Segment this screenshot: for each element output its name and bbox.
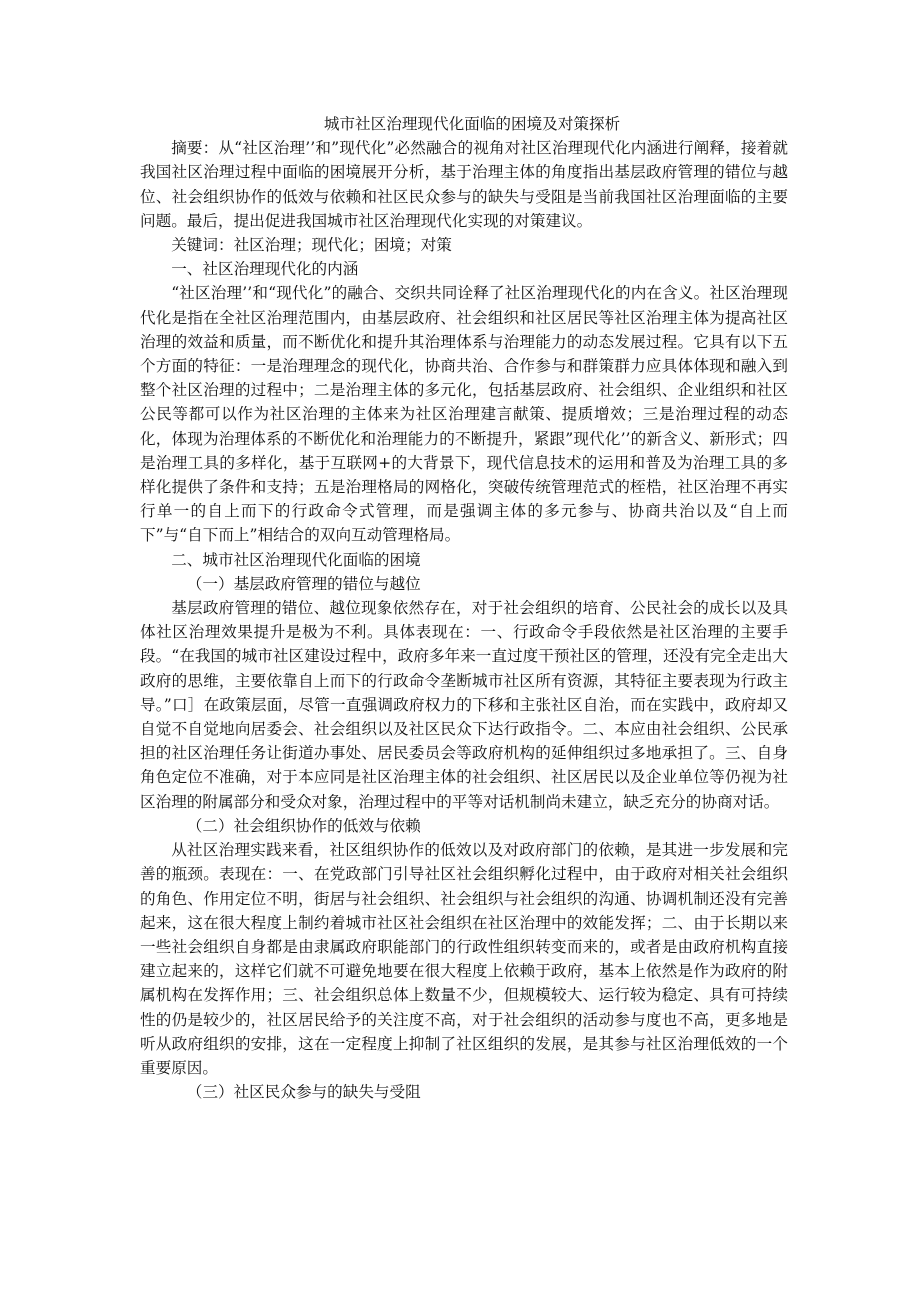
section-1-paragraph: “社区治理’’和“现代化”的融合、交织共同诠释了社区治理现代化的内在含义。社区治理现代化是指在全社区治理范围内，由基层政府、社会组织和社区居民等社区治理主体为提高社区治理的效益和质量，而不断优化和提升其治理体系与治理能力的动态发展过程。它具有以下五个方面的特征：一是治理理念的现代化，协商共治、合作参与和群策群力应具体体现和融入到整个社区治理的过程中；二是治理主体的多元化，包括基层政府、社会组织、企业组织和社区公民等都可以作为社区治理的主体来为社区治理建言献策、提质增效；三是治理过程的动态化，体现为治理体系的不断优化和治理能力的不断提升，紧跟”现代化’’的新含义、新形式；四是治理工具的多样化，基于互联网+的大背景下，现代信息技术的运用和普及为治理工具的多样化提供了条件和支持；五是治理格局的网格化，突破传统管理范式的桎梏，社区治理不再实行单一的自上而下的行政命令式管理，而是强调主体的多元参与、协商共治以及“自上而下”与“自下而上”相结合的双向互动管理格局。 [140, 284, 788, 545]
subsection-1-paragraph: 基层政府管理的错位、越位现象依然存在，对于社会组织的培育、公民社会的成长以及具体社区治理效果提升是极为不利。具体表现在：一、行政命令手段依然是社区治理的主要手段。“在我国的城市社区建设过程中，政府多年来一直过度干预社区的管理，还没有完全走出大政府的思维，主要依靠自上而下的行政命令垄断城市社区所有资源，其特征主要表现为行政主导。”口］在政策层面，尽管一直强调政府权力的下移和主张社区自治，而在实践中，政府却又自觉不自觉地向居委会、社会组织以及社区民众下达行政指令。二、本应由社会组织、公民承担的社区治理任务让街道办事处、居民委员会等政府机构的延伸组织过多地承担了。三、自身角色定位不准确，对于本应同是社区治理主体的社会组织、社区居民以及企业单位等仍视为社区治理的附属部分和受众对象，治理过程中的平等对话机制尚未建立，缺乏充分的协商对话。 [140, 599, 788, 811]
section-2-heading: 二、城市社区治理现代化面临的困境 [171, 550, 421, 569]
section-1-heading: 一、社区治理现代化的内涵 [171, 260, 359, 279]
abstract-paragraph: 摘要：从“社区治理’’和”现代化”必然融合的视角对社区治理现代化内涵进行阐释，接着就我国社区治理过程中面临的困境展开分析，基于治理主体的角度指出基层政府管理的错位与越位、社会组织协作的低效与依赖和社区民众参与的缺失与受阻是当前我国社区治理面临的主要问题。最后，提出促进我国城市社区治理现代化实现的对策建议。 [140, 139, 788, 230]
subsection-2-paragraph: 从社区治理实践来看，社区组织协作的低效以及对政府部门的依赖，是其进一步发展和完善的瓶颈。表现在：一、在党政部门引导社区社会组织孵化过程中，由于政府对相关社会组织的角色、作用定位不明，街居与社会组织、社会组织与社会组织的沟通、协调机制还没有完善起来，这在很大程度上制约着城市社区社会组织在社区治理中的效能发挥；二、由于长期以来一些社会组织自身都是由隶属政府职能部门的行政性组织转变而来的，或者是由政府机构直接建立起来的，这样它们就不可避免地要在很大程度上依赖于政府，基本上依然是作为政府的附属机构在发挥作用；三、社会组织总体上数量不少，但规模较大、运行较为稳定、具有可持续性的仍是较少的，社区居民给予的关注度不高，对于社会组织的活动参与度也不高，更多地是听从政府组织的安排，这在一定程度上抑制了社区组织的发展，是其参与社区治理低效的一个重要原因。 [140, 841, 788, 1077]
document-body [140, 112, 788, 1104]
document-title: 城市社区治理现代化面临的困境及对策探析 [323, 115, 621, 133]
subsection-2-heading: （二）社会组织协作的低效与依赖 [186, 816, 421, 835]
subsection-1-heading: （一）基层政府管理的错位与越位 [186, 574, 421, 593]
keywords-line: 关键词：社区治理；现代化；困境；对策 [171, 236, 452, 255]
subsection-3-heading: （三）社区民众参与的缺失与受阻 [186, 1083, 421, 1102]
